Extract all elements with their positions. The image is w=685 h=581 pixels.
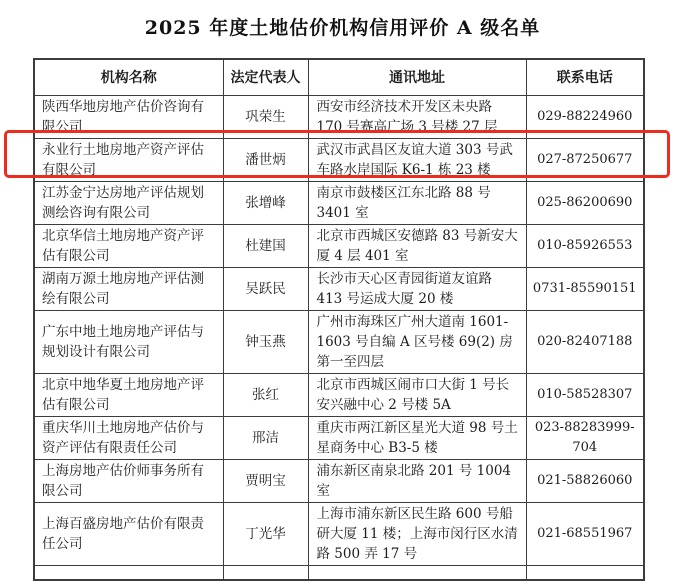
- table-row: [34, 311, 644, 374]
- header-cell-address: 通讯地址: [308, 59, 526, 96]
- phone-cell: 023-88283999-704: [526, 417, 644, 460]
- address-cell: 上海市浦东新区民生路 600 号船研大厦 11 楼；上海市闵行区水清路 500 弄 17 号: [308, 503, 526, 566]
- legal-rep-cell: 潘世炳: [223, 139, 308, 182]
- header-cell-phone: 联系电话: [526, 59, 644, 96]
- address-cell: 北京市西城区安德路 83 号新安大厦 4 层 401 室: [308, 225, 526, 268]
- table-row: [34, 417, 644, 460]
- address-cell: 西安市经济技术开发区未央路 170 号赛高广场 3 号楼 27 层: [308, 96, 526, 139]
- page-title: 2025 年度土地估价机构信用评价 A 级名单: [144, 17, 541, 39]
- table-row: [34, 460, 644, 503]
- org-name-cell: 上海房地产估价师事务所有限公司: [34, 460, 223, 503]
- legal-rep-cell: 杜建国: [223, 225, 308, 268]
- header-cell-legal-rep: 法定代表人: [223, 59, 308, 96]
- org-name-cell: 重庆华川土地房地产估价与资产评估有限责任公司: [34, 417, 223, 460]
- table-row: [34, 182, 644, 225]
- table-row: [34, 268, 644, 311]
- address-cell: 南京市鼓楼区江东北路 88 号 3401 室: [308, 182, 526, 225]
- phone-cell: 021-58826060: [526, 460, 644, 503]
- org-name-cell: [34, 566, 223, 580]
- legal-rep-cell: 张增峰: [223, 182, 308, 225]
- phone-cell: 010-85926553: [526, 225, 644, 268]
- legal-rep-cell: 贾明宝: [223, 460, 308, 503]
- legal-rep-cell: [223, 566, 308, 580]
- legal-rep-cell: 巩荣生: [223, 96, 308, 139]
- table-row-highlighted: [34, 139, 644, 182]
- legal-rep-cell: 邢洁: [223, 417, 308, 460]
- header-row: [34, 59, 644, 96]
- org-name-cell: 上海百盛房地产估价有限责任公司: [34, 503, 223, 566]
- table-row: [34, 374, 644, 417]
- phone-cell: 027-87250677: [526, 139, 644, 182]
- table-row: [34, 503, 644, 566]
- legal-rep-cell: 丁光华: [223, 503, 308, 566]
- phone-cell: 010-58528307: [526, 374, 644, 417]
- agency-roster-table: [33, 58, 645, 581]
- phone-cell: 021-68551967: [526, 503, 644, 566]
- phone-cell: [526, 566, 644, 580]
- phone-cell: 025-86200690: [526, 182, 644, 225]
- header-cell-org-name: 机构名称: [34, 59, 223, 96]
- org-name-cell: 陕西华地房地产估价咨询有限公司: [34, 96, 223, 139]
- org-name-cell: 江苏金宁达房地产评估规划测绘咨询有限公司: [34, 182, 223, 225]
- org-name-cell: 北京华信土地房地产资产评估有限公司: [34, 225, 223, 268]
- table-row: [34, 225, 644, 268]
- table-row: [34, 96, 644, 139]
- phone-cell: 020-82407188: [526, 311, 644, 374]
- phone-cell: 029-88224960: [526, 96, 644, 139]
- legal-rep-cell: 张红: [223, 374, 308, 417]
- org-name-cell: 湖南万源土地房地产评估测绘有限公司: [34, 268, 223, 311]
- org-name-cell: 永业行土地房地产资产评估有限公司: [34, 139, 223, 182]
- address-cell: 浦东新区南泉北路 201 号 1004 室: [308, 460, 526, 503]
- legal-rep-cell: 吴跃民: [223, 268, 308, 311]
- address-cell: 广州市海珠区广州大道南 1601-1603 号自编 A 区号楼 69(2) 房第一至四层: [308, 311, 526, 374]
- address-cell: 长沙市天心区青园街道友谊路 413 号运成大厦 20 楼: [308, 268, 526, 311]
- org-name-cell: 北京中地华夏土地房地产评估有限公司: [34, 374, 223, 417]
- address-cell: 北京市西城区闹市口大街 1 号长安兴融中心 2 号楼 5A: [308, 374, 526, 417]
- table-row-partial: [34, 566, 644, 580]
- address-cell: 重庆市两江新区星光大道 98 号土星商务中心 B3-5 楼: [308, 417, 526, 460]
- address-cell: 武汉市武昌区友谊大道 303 号武车路水岸国际 K6-1 栋 23 楼: [308, 139, 526, 182]
- phone-cell: 0731-85590151: [526, 268, 644, 311]
- legal-rep-cell: 钟玉燕: [223, 311, 308, 374]
- org-name-cell: 广东中地土地房地产评估与规划设计有限公司: [34, 311, 223, 374]
- address-cell: [308, 566, 526, 580]
